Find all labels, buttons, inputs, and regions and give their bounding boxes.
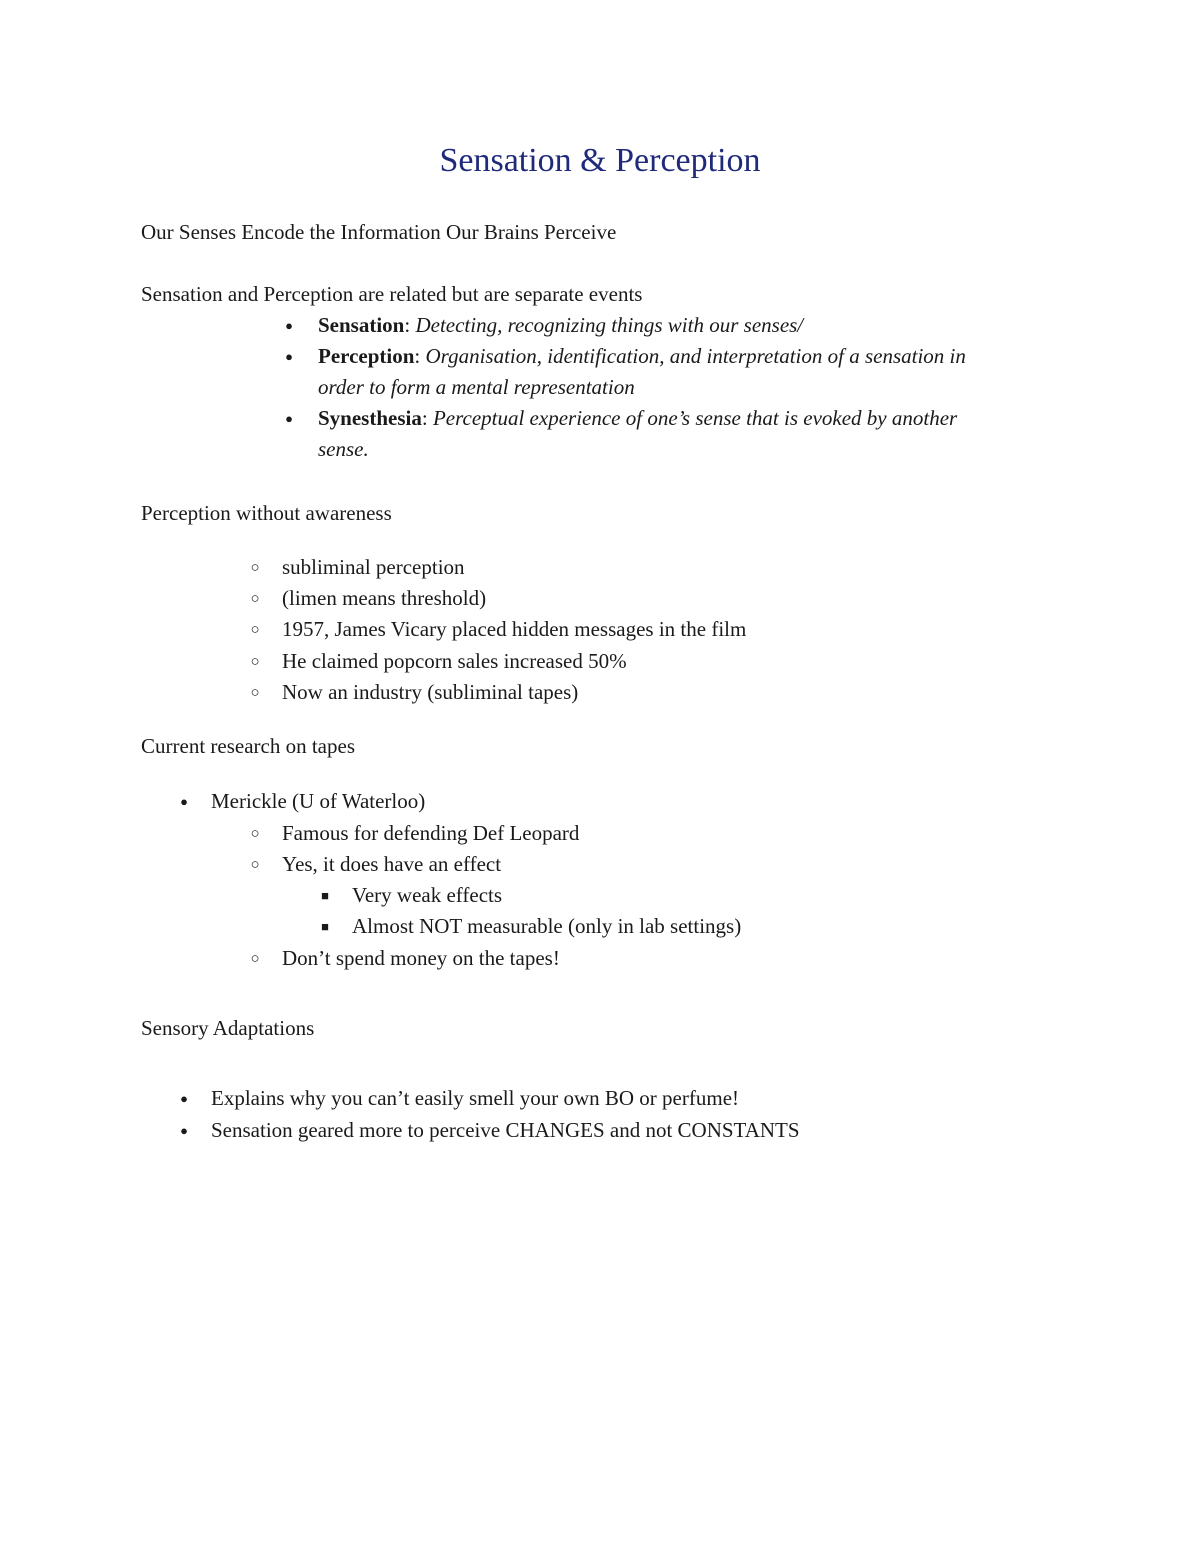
list-item: He claimed popcorn sales increased 50% [282,649,627,673]
bullet-circle-icon [245,614,265,646]
bullet-disc-icon [279,403,299,434]
bullet-disc-icon [174,786,194,817]
section2-heading: Perception without awareness [141,501,392,525]
bullet-disc-icon [279,310,299,341]
section1-heading: Sensation and Perception are related but are separate events [141,282,643,306]
list-item: Sensation geared more to perceive CHANGES and not CONSTANTS [211,1118,800,1142]
bullet-circle-icon [245,677,265,709]
list-item: Almost NOT measurable (only in lab settings) [352,914,742,938]
bullet-circle-icon [245,583,265,615]
list-item: (limen means threshold) [282,586,487,610]
term-perception: Perception [318,344,415,368]
list-item: Explains why you can’t easily smell your own BO or perfume! [211,1086,740,1110]
intro-line: Our Senses Encode the Information Our Brains Perceive [141,220,617,244]
def-synesthesia-line2: sense. [318,437,369,461]
bullet-disc-icon [279,341,299,372]
term-separator: : [404,313,416,337]
bullet-square-icon [315,911,335,942]
list-item: 1957, James Vicary placed hidden messages in the film [282,617,747,641]
def-perception-line2: order to form a mental representation [318,375,635,399]
list-item: Famous for defending Def Leopard [282,821,580,845]
bullet-circle-icon [245,552,265,584]
term-separator: : [421,406,433,430]
bullet-circle-icon [245,646,265,678]
def-sensation: Detecting, recognizing things with our senses/ [415,313,804,337]
bullet-disc-icon [174,1115,194,1146]
list-item: Now an industry (subliminal tapes) [282,680,579,704]
list-item-perception [318,341,966,372]
bullet-circle-icon [245,943,265,975]
list-item-sensation [318,310,803,341]
list-item-synesthesia [318,403,957,434]
list-item: Very weak effects [352,883,503,907]
section4-heading: Sensory Adaptations [141,1016,315,1040]
list-item-merickle: Merickle (U of Waterloo) [211,789,426,813]
list-item: Don’t spend money on the tapes! [282,946,560,970]
list-item: Yes, it does have an effect [282,852,502,876]
def-synesthesia-line1: Perceptual experience of one’s sense that is evoked by another [432,406,958,430]
section3-heading: Current research on tapes [141,734,355,758]
term-sensation: Sensation [318,313,405,337]
list-item: subliminal perception [282,555,465,579]
def-perception-line1: Organisation, identification, and interpretation of a sensation in [425,344,966,368]
bullet-circle-icon [245,818,265,850]
term-separator: : [414,344,426,368]
bullet-circle-icon [245,849,265,881]
bullet-disc-icon [174,1083,194,1114]
term-synesthesia: Synesthesia [318,406,422,430]
bullet-square-icon [315,880,335,911]
page-title: Sensation & Perception [439,142,761,179]
